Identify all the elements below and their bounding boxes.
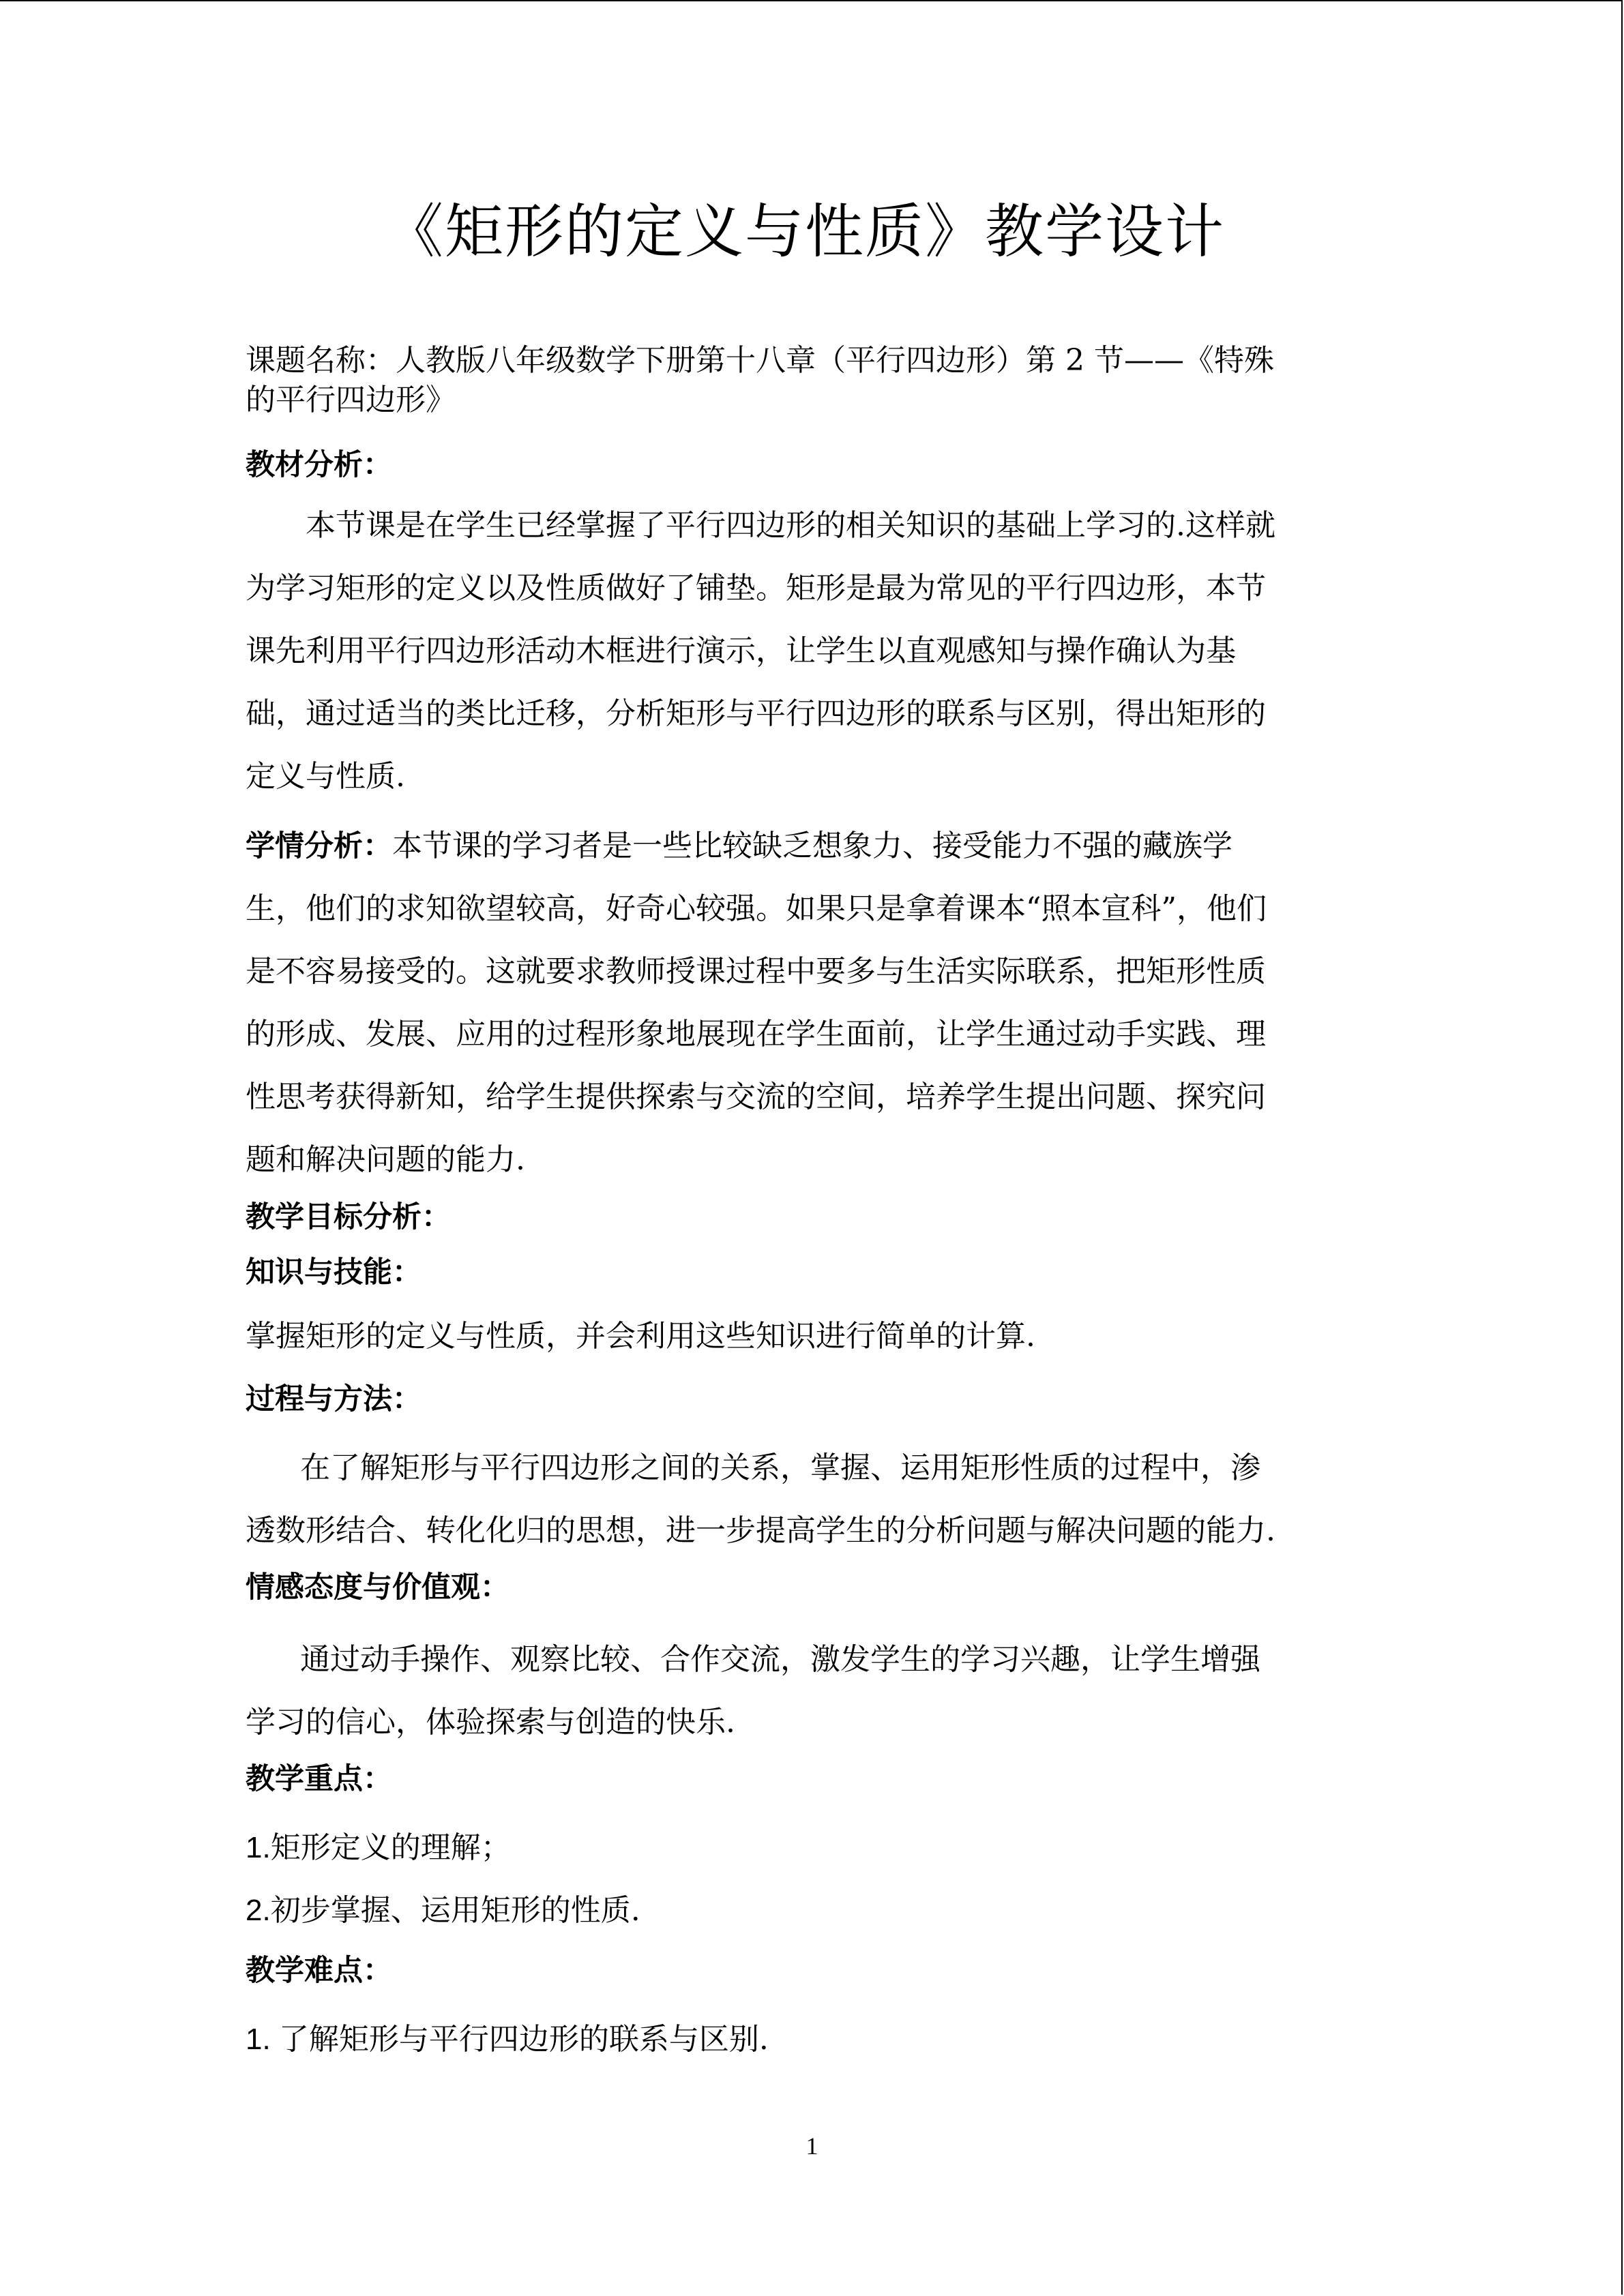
textbook-analysis-line: 础，通过适当的类比迁移，分析矩形与平行四边形的联系与区别，得出矩形的 bbox=[246, 696, 1266, 731]
process-heading: 过程与方法： bbox=[246, 1382, 422, 1416]
key-points-heading: 教学重点： bbox=[246, 1762, 392, 1796]
student-analysis-line: 本节课的学习者是一些比较缺乏想象力、接受能力不强的藏族学 bbox=[392, 829, 1232, 863]
textbook-analysis-heading: 教材分析： bbox=[246, 448, 392, 482]
course-name-line-2: 的平行四边形》 bbox=[246, 383, 456, 417]
difficulties-list bbox=[246, 2008, 1378, 2071]
emotion-heading: 情感态度与价值观： bbox=[246, 1570, 510, 1605]
page-number: 1 bbox=[806, 2132, 818, 2160]
textbook-analysis-body bbox=[246, 494, 1378, 808]
textbook-analysis-line: 本节课是在学生已经掌握了平行四边形的相关知识的基础上学习的.这样就 bbox=[306, 508, 1275, 543]
student-analysis-body bbox=[246, 815, 1378, 1191]
student-analysis-line: 生，他们的求知欲望较高，好奇心较强。如果只是拿着课本“照本宣科”，他们 bbox=[246, 891, 1267, 926]
knowledge-heading: 知识与技能： bbox=[246, 1255, 422, 1289]
difficulties-heading: 教学难点： bbox=[246, 1954, 392, 1988]
process-line: 透数形结合、转化化归的思想，进一步提高学生的分析问题与解决问题的能力. bbox=[246, 1513, 1275, 1548]
key-point-item: 1.矩形定义的理解； bbox=[246, 1830, 511, 1865]
textbook-analysis-line: 定义与性质. bbox=[246, 759, 405, 794]
emotion-body bbox=[246, 1628, 1378, 1754]
student-analysis-line: 的形成、发展、应用的过程形象地展现在学生面前，让学生通过动手实践、理 bbox=[246, 1017, 1266, 1052]
key-point-item: 2.初步掌握、运用矩形的性质. bbox=[246, 1893, 640, 1928]
knowledge-text: 掌握矩形的定义与性质，并会利用这些知识进行简单的计算. bbox=[246, 1319, 1035, 1354]
course-name-line-1: 课题名称：人教版八年级数学下册第十八章（平行四边形）第 2 节——《特殊 bbox=[246, 343, 1274, 378]
student-analysis-line: 性思考获得新知，给学生提供探索与交流的空间，培养学生提出问题、探究问 bbox=[246, 1079, 1266, 1114]
process-body bbox=[246, 1437, 1378, 1562]
difficulty-item: 1. 了解矩形与平行四边形的联系与区别. bbox=[246, 2022, 769, 2057]
course-name bbox=[246, 341, 1378, 420]
student-analysis-line: 是不容易接受的。这就要求教师授课过程中要多与生活实际联系，把矩形性质 bbox=[246, 954, 1266, 989]
process-line: 在了解矩形与平行四边形之间的关系，掌握、运用矩形性质的过程中，渗 bbox=[300, 1450, 1260, 1485]
document-title: 《矩形的定义与性质》教学设计 bbox=[385, 198, 1225, 266]
objectives-heading: 教学目标分析： bbox=[246, 1200, 451, 1234]
student-analysis-heading: 学情分析： bbox=[246, 829, 392, 863]
textbook-analysis-line: 课先利用平行四边形活动木框进行演示，让学生以直观感知与操作确认为基 bbox=[246, 633, 1236, 668]
emotion-line: 学习的信心，体验探索与创造的快乐. bbox=[246, 1705, 735, 1740]
emotion-line: 通过动手操作、观察比较、合作交流，激发学生的学习兴趣，让学生增强 bbox=[300, 1642, 1260, 1677]
student-analysis-first-line bbox=[246, 815, 1378, 878]
student-analysis-line: 题和解决问题的能力. bbox=[246, 1142, 525, 1177]
key-points-list bbox=[246, 1817, 1378, 1942]
textbook-analysis-line: 为学习矩形的定义以及性质做好了铺垫。矩形是最为常见的平行四边形，本节 bbox=[246, 571, 1266, 606]
